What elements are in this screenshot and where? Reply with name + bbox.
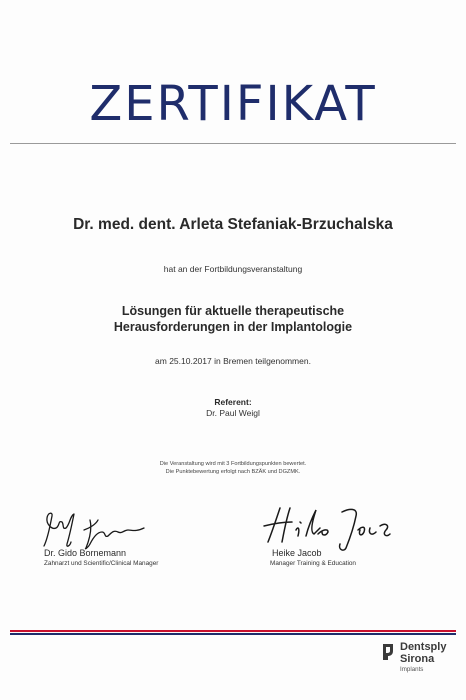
dentsply-logo-icon xyxy=(380,642,396,662)
date-line: am 25.10.2017 in Bremen teilgenommen. xyxy=(155,356,311,366)
footer-stripe-blue xyxy=(10,633,456,635)
credit-note xyxy=(0,460,466,476)
logo-text-sirona: Sirona xyxy=(400,653,435,665)
intro-text: hat an der Fortbildungsveranstaltung xyxy=(163,264,303,274)
credit-note-line-2: Die Punktebewertung erfolgt nach BZÄK und DGZMK. xyxy=(165,469,301,475)
signature-left xyxy=(40,510,150,550)
course-title-line-2: Herausforderungen in der Implantologie xyxy=(113,320,353,334)
credit-note-line-1: Die Veranstaltung wird mit 3 Fortbildungspunkten bewertet. xyxy=(159,461,307,467)
referent-name: Dr. Paul Weigl xyxy=(206,408,260,418)
logo-text-implants: Implants xyxy=(400,666,424,673)
course-title xyxy=(0,303,466,335)
certificate-title: ZERTIFIKAT xyxy=(89,76,377,132)
signatory-right-role: Manager Training & Education xyxy=(270,560,356,567)
course-title-line-1: Lösungen für aktuelle therapeutische xyxy=(121,304,345,318)
logo-text-dentsply: Dentsply xyxy=(400,641,447,653)
title-divider xyxy=(10,143,456,144)
signatory-left-role: Zahnarzt und Scientific/Clinical Manager xyxy=(44,560,159,567)
footer-stripe-red xyxy=(10,630,456,632)
signatory-right-name: Heike Jacob xyxy=(272,548,322,558)
dentsply-sirona-logo xyxy=(380,640,460,686)
recipient-name: Dr. med. dent. Arleta Stefaniak-Brzuchalska xyxy=(73,216,393,233)
signatory-left-name: Dr. Gido Bornemann xyxy=(44,548,127,558)
referent-label: Referent: xyxy=(214,397,252,407)
signature-right xyxy=(262,502,392,552)
